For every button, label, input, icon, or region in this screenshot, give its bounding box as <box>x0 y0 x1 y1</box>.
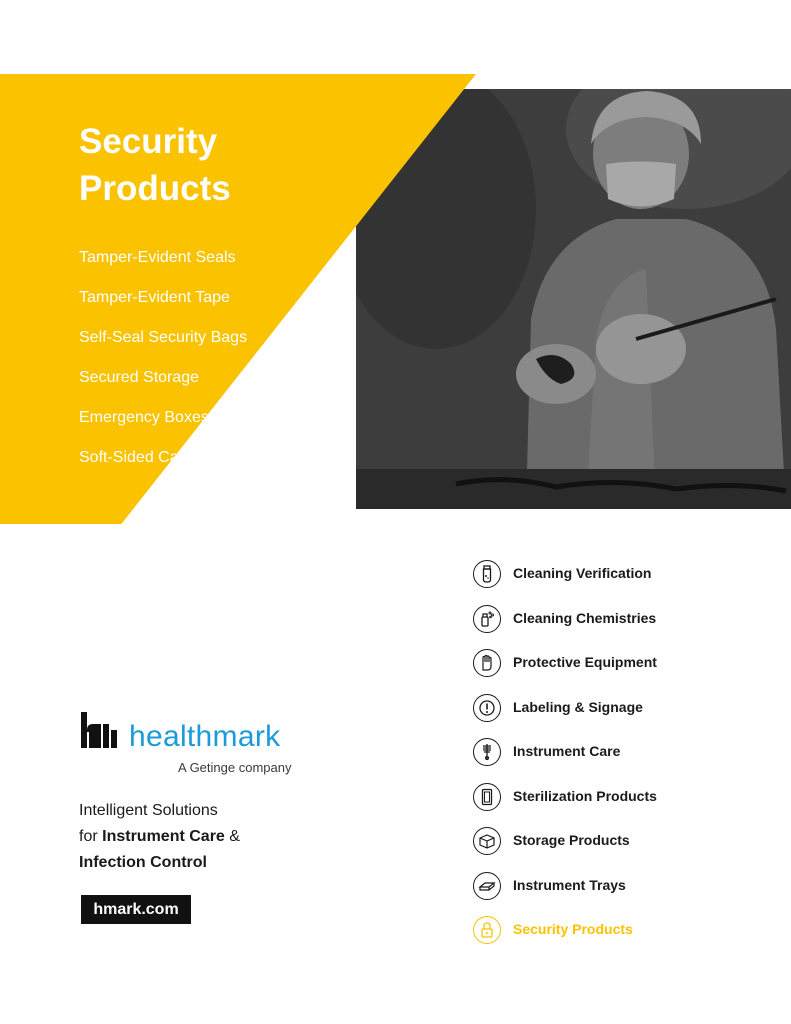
category-label: Security Products <box>513 921 633 937</box>
product-list <box>79 248 247 488</box>
category-label: Labeling & Signage <box>513 698 643 715</box>
title-line-1: Security <box>79 122 218 161</box>
tagline-bold-2: Infection Control <box>79 854 207 871</box>
category-label: Sterilization Products <box>513 787 657 804</box>
website-link[interactable]: hmark.com <box>81 895 191 924</box>
tagline-prefix: for <box>79 828 103 845</box>
brand-subtitle: A Getinge company <box>178 760 292 775</box>
category-label: Instrument Care <box>513 743 621 759</box>
spray-bottle-icon <box>473 605 501 633</box>
product-item: Emergency Boxes <box>79 409 209 426</box>
tagline-line-1: Intelligent Solutions <box>79 802 218 819</box>
tagline-line-3 <box>79 850 240 876</box>
category-label: Cleaning Chemistries <box>513 609 657 626</box>
category-label: Instrument Trays <box>513 876 626 893</box>
title-line-2: Products <box>79 169 231 208</box>
category-label: Protective Equipment <box>513 654 657 670</box>
tagline-line-2 <box>79 824 240 850</box>
glove-icon <box>473 649 501 677</box>
lock-icon <box>473 916 501 944</box>
brush-icon <box>473 738 501 766</box>
tagline <box>79 798 240 876</box>
product-item: Self-Seal Security Bags <box>79 329 248 346</box>
pouch-icon <box>473 783 501 811</box>
vial-icon <box>473 560 501 588</box>
hero-photo <box>356 89 791 509</box>
box-icon <box>473 827 501 855</box>
brand-name: healthmark <box>129 720 281 753</box>
product-item: Tamper-Evident Seals <box>79 249 236 266</box>
healthmark-logo <box>79 706 309 776</box>
product-item: Soft-Sided Cases <box>79 449 204 466</box>
page-title <box>79 118 339 212</box>
tray-icon <box>473 872 501 900</box>
medical-worker-illustration <box>356 89 791 509</box>
tagline-suffix: & <box>224 828 240 845</box>
product-item: Tamper-Evident Tape <box>79 289 230 306</box>
alert-icon <box>473 694 501 722</box>
healthmark-mark-icon <box>79 710 121 750</box>
tagline-bold: Instrument Care <box>102 828 225 845</box>
category-label: Storage Products <box>513 832 630 848</box>
category-label: Cleaning Verification <box>513 565 652 581</box>
product-item: Secured Storage <box>79 369 200 386</box>
